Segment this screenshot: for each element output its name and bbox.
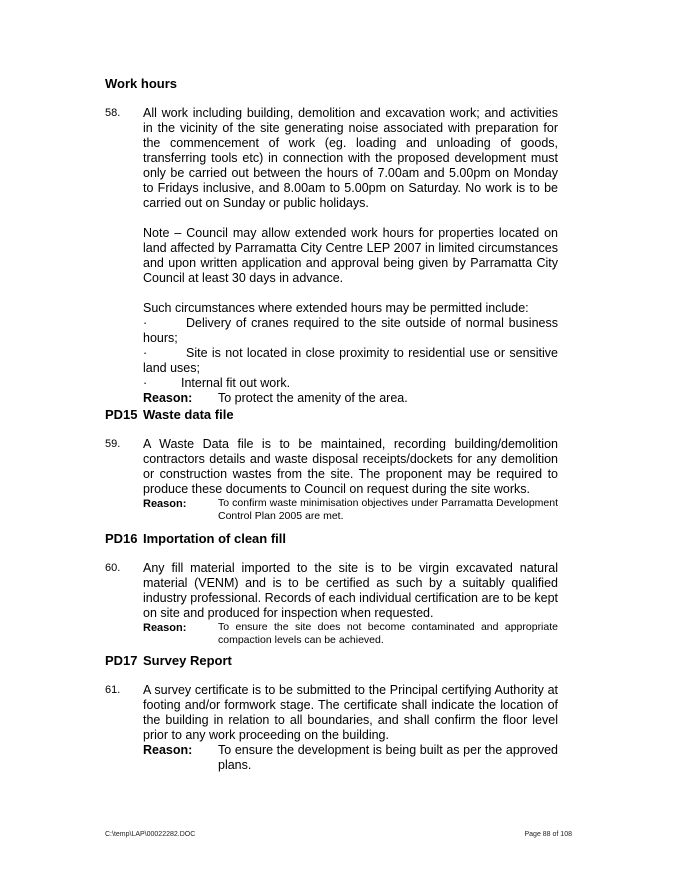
reason-label: Reason:: [143, 622, 187, 634]
condition-item-59: [105, 437, 558, 523]
condition-item-60: [105, 561, 558, 647]
list-item-text: Internal fit out work.: [181, 376, 291, 390]
section-heading-pd15: [105, 407, 234, 422]
section-code: PD16: [105, 531, 138, 546]
item-number: 60.: [105, 562, 121, 574]
bullet-icon: ·: [143, 346, 148, 360]
condition-item-61: [105, 683, 558, 773]
circumstances-intro: Such circumstances where extended hours may be permitted include:: [143, 301, 529, 315]
reason-label: Reason:: [143, 391, 193, 405]
footer-file-path: C:\temp\LAP\00022282.DOC: [105, 831, 196, 838]
list-item: [143, 376, 558, 391]
bullet-icon: ·: [143, 376, 148, 390]
reason-text: To confirm waste minimisation objectives under Parramatta Development Control Plan 2005 are met.: [218, 497, 558, 522]
list-item-text: Delivery of cranes required to the site outside of normal business hours;: [143, 316, 558, 345]
condition-item-58: [105, 106, 558, 406]
item-number: 61.: [105, 684, 121, 696]
section-code: PD15: [105, 407, 138, 422]
bullet-icon: ·: [143, 316, 148, 330]
note-paragraph: Note – Council may allow extended work hours for properties located on land affected by Parramatta City Centre LEP 2007 in limited circumstances and upon written application and approval being given by Parramatta City Council at least 30 days in advance.: [143, 226, 558, 285]
section-title: Survey Report: [143, 653, 232, 668]
condition-paragraph: All work including building, demolition and excavation work; and activities in the vicinity of the site generating noise associated with preparation for the commencement of work (eg. loading and unloading of goods, transferring tools etc) in connection with the proposed development must only be carried out between the hours of 7.00am and 5.00pm on Monday to Fridays inclusive, and 8.00am to 5.00pm on Saturday. No work is to be carried out on Sunday or public holidays.: [143, 106, 558, 210]
section-title: Work hours: [105, 76, 177, 91]
reason-row: [143, 391, 558, 406]
section-heading-pd16: [105, 531, 286, 546]
list-item: [143, 316, 558, 346]
section-code: PD17: [105, 653, 138, 668]
section-heading-work-hours: [105, 76, 177, 91]
reason-text: To ensure the development is being built as per the approved plans.: [218, 743, 558, 772]
item-number: 59.: [105, 438, 121, 450]
section-title: Importation of clean fill: [143, 531, 287, 546]
list-item-text: Site is not located in close proximity to residential use or sensitive land uses;: [143, 346, 558, 375]
reason-row: [143, 621, 558, 647]
list-item: [143, 346, 558, 376]
condition-paragraph: A survey certificate is to be submitted to the Principal certifying Authority at footing and/or formwork stage. The certificate shall indicate the location of the building in relation to all boundaries, and shall confirm the floor level prior to any work proceeding on the building.: [143, 683, 558, 742]
reason-label: Reason:: [143, 743, 193, 757]
reason-row: [143, 497, 558, 523]
reason-text: To protect the amenity of the area.: [218, 391, 408, 405]
condition-paragraph: Any fill material imported to the site is to be virgin excavated natural material (VENM) and is to be certified as such by a suitably qualified industry professional. Records of each individual certification are to be kept on site and produced for inspection when requested.: [143, 561, 558, 620]
reason-text: To ensure the site does not become contaminated and appropriate compaction levels can be achieved.: [218, 621, 558, 646]
condition-paragraph: A Waste Data file is to be maintained, recording building/demolition contractors details and waste disposal receipts/dockets for any demolition or construction wastes from the site. The proponent may be required to produce these documents to Council on request during the site works.: [143, 437, 558, 496]
section-title: Waste data file: [143, 407, 234, 422]
reason-label: Reason:: [143, 498, 187, 510]
item-number: 58.: [105, 107, 121, 119]
reason-row: [143, 743, 558, 773]
footer-page-number: Page 88 of 108: [524, 831, 572, 838]
section-heading-pd17: [105, 653, 232, 668]
